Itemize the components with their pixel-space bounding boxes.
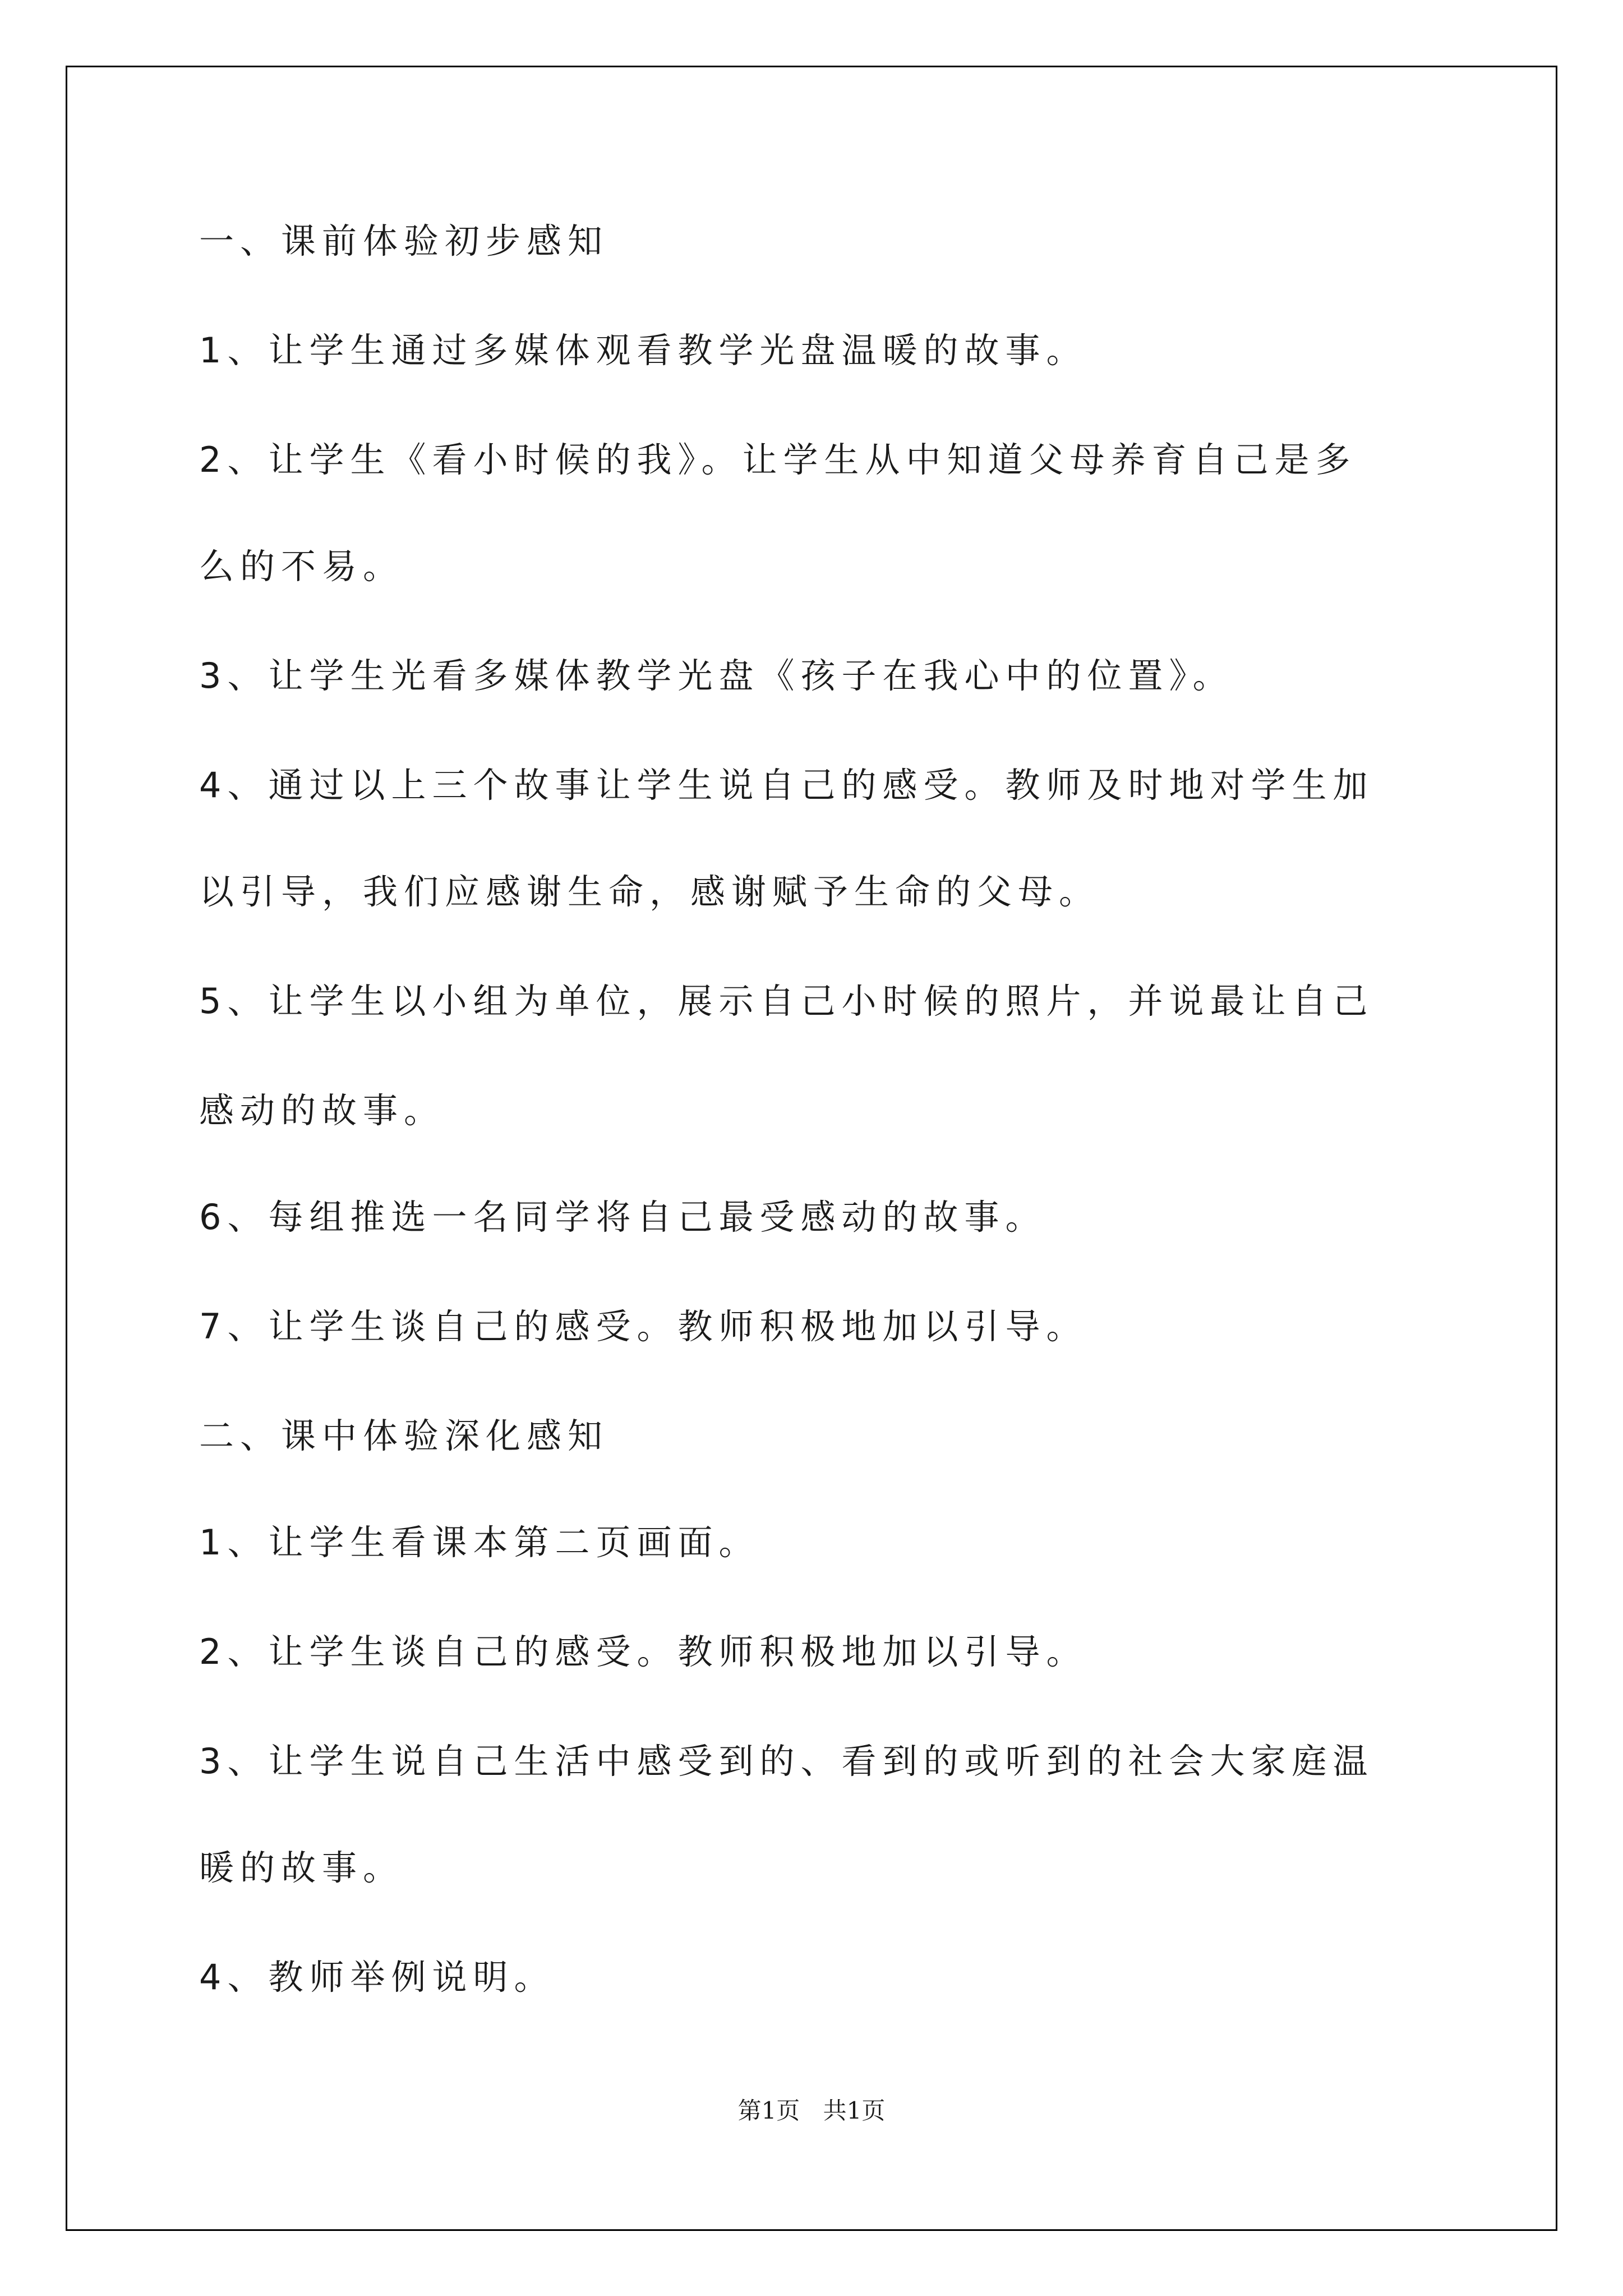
paragraph-line: 4、通过以上三个故事让学生说自己的感受。教师及时地对学生加	[199, 765, 1374, 806]
paragraph-line: 3、让学生说自己生活中感受到的、看到的或听到的社会大家庭温	[199, 1741, 1374, 1782]
paragraph-line: 2、让学生《看小时候的我》。让学生从中知道父母养育自己是多	[199, 439, 1357, 480]
page-footer	[0, 2092, 1623, 2126]
paragraph-line: 2、让学生谈自己的感受。教师积极地加以引导。	[199, 1631, 1087, 1672]
paragraph-line-continued: 暖的故事。	[199, 1847, 404, 1888]
paragraph-line: 7、让学生谈自己的感受。教师积极地加以引导。	[199, 1306, 1087, 1347]
paragraph-line: 4、教师举例说明。	[199, 1957, 555, 1998]
paragraph-line: 6、每组推选一名同学将自己最受感动的故事。	[199, 1197, 1046, 1237]
section-heading-1: 一、课前体验初步感知	[199, 220, 609, 261]
paragraph-line: 5、让学生以小组为单位，展示自己小时候的照片，并说最让自己	[199, 981, 1374, 1022]
paragraph-line: 1、让学生通过多媒体观看教学光盘温暖的故事。	[199, 330, 1087, 371]
page-frame	[66, 66, 1557, 2231]
page-total: 共1页	[823, 2097, 886, 2124]
paragraph-line: 1、让学生看课本第二页画面。	[199, 1522, 760, 1563]
section-heading-2: 二、课中体验深化感知	[199, 1415, 609, 1456]
paragraph-line: 3、让学生光看多媒体教学光盘《孩子在我心中的位置》。	[199, 655, 1234, 696]
paragraph-line-continued: 以引导，我们应感谢生命，感谢赋予生命的父母。	[199, 871, 1100, 912]
page-number: 第1页	[737, 2097, 800, 2124]
paragraph-line-continued: 么的不易。	[199, 546, 404, 587]
paragraph-line-continued: 感动的故事。	[199, 1090, 445, 1131]
